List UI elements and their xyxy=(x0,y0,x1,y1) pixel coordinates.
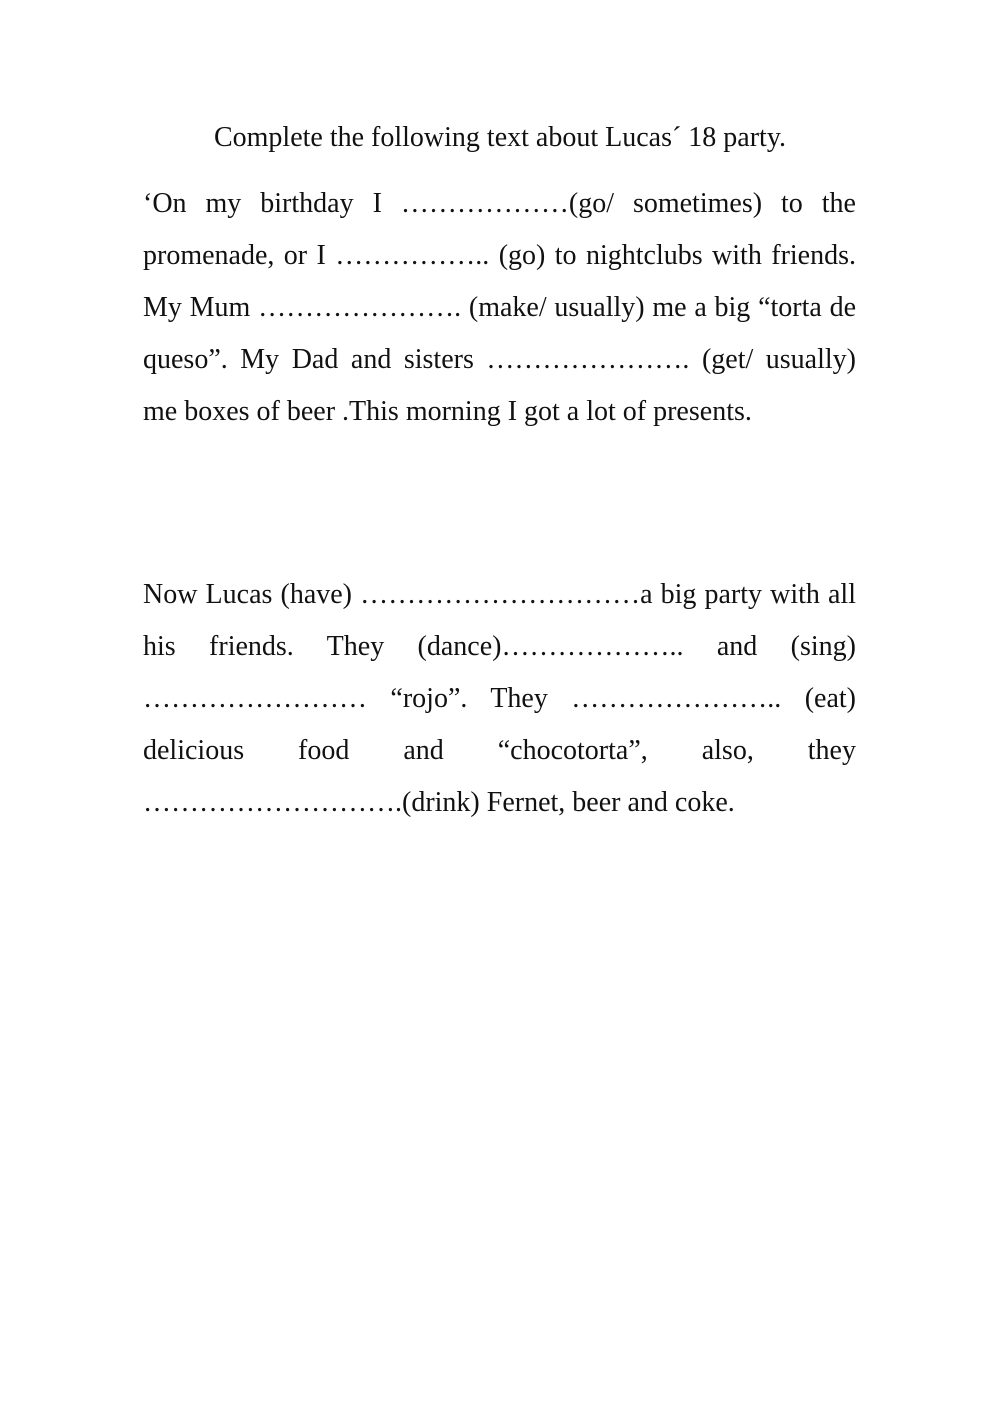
text-segment: ‘On my birthday I xyxy=(143,188,401,219)
answer-blank: …………………… xyxy=(143,683,367,714)
text-segment: (go) to nightclubs with friends. My Mum xyxy=(143,240,856,323)
answer-blank: ………………….. xyxy=(571,683,782,714)
paragraph-party xyxy=(143,569,856,829)
text-segment: “rojo”. They xyxy=(367,683,572,714)
answer-blank: …………………. xyxy=(258,292,462,323)
text-segment: Now Lucas (have) xyxy=(143,579,361,610)
answer-blank: ………………………. xyxy=(143,787,402,818)
answer-blank: ……………… xyxy=(400,188,569,219)
text-segment: a big party with all his friends. They (dance) xyxy=(143,579,856,662)
worksheet-title: Complete the following text about Lucas´ 18 party. xyxy=(213,122,787,153)
text-segment: (make/ usually) me a big “torta de queso”. My Dad and sisters xyxy=(143,292,856,375)
text-segment: and (sing) xyxy=(683,631,856,662)
text-segment: (drink) Fernet, beer and coke. xyxy=(402,787,735,818)
answer-blank: ……………….. xyxy=(501,631,684,662)
text-segment: (go/ sometimes) to the promenade, or I xyxy=(143,188,856,271)
text-segment: (get/ usually) me boxes of beer .This morning I got a lot of presents. xyxy=(143,344,856,427)
answer-blank: …………………. xyxy=(486,344,690,375)
paragraph-birthday xyxy=(143,178,856,438)
answer-blank: …………….. xyxy=(335,240,490,271)
text-segment: (eat) delicious food and “chocotorta”, also, they xyxy=(143,683,856,766)
answer-blank: ………………………… xyxy=(360,579,641,610)
